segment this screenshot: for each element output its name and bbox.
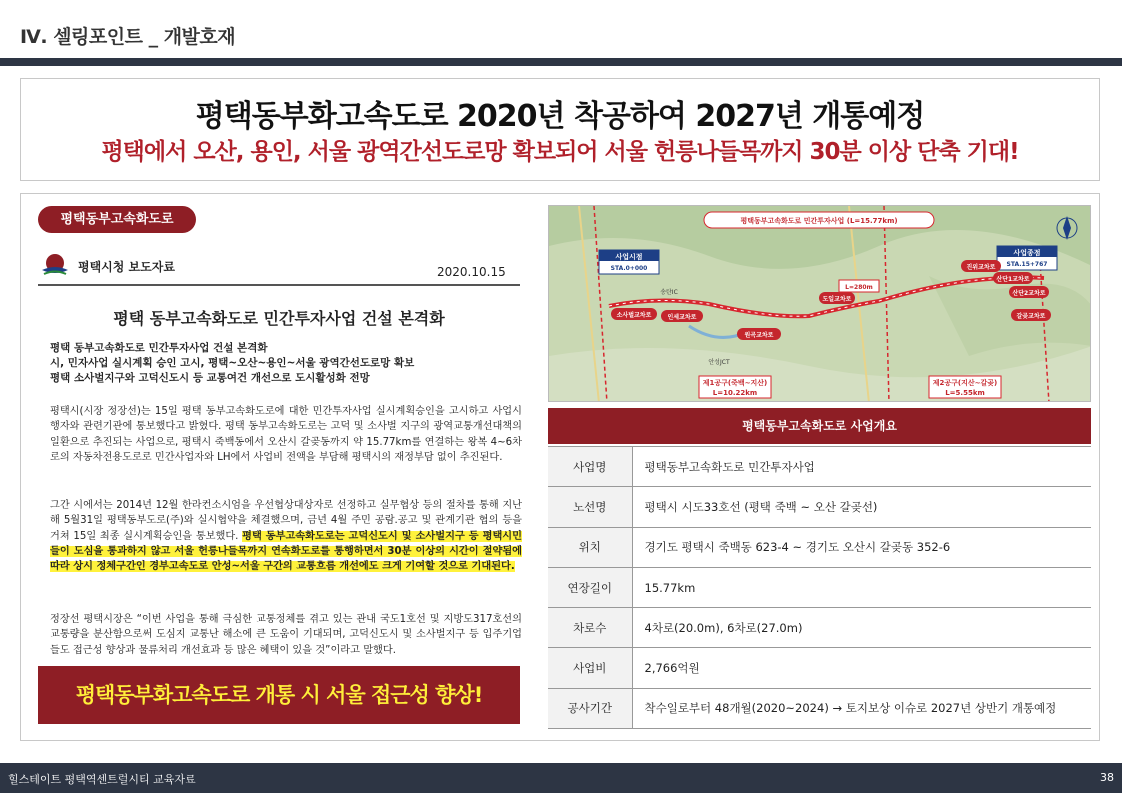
press-paragraph-2 [50, 498, 522, 574]
row-value: 15.77km [632, 567, 1091, 607]
row-value: 평택시 시도33호선 (평택 죽백 ~ 오산 갈곶선) [632, 487, 1091, 527]
row-value: 평택동부고속화도로 민간투자사업 [632, 447, 1091, 487]
press-summary [50, 341, 520, 386]
map-place: L=280m [845, 284, 873, 291]
map-place: 산단1교차로 [996, 276, 1030, 283]
row-value: 2,766억원 [632, 648, 1091, 688]
table-row [548, 648, 1091, 688]
map-place: 도일교차로 [822, 296, 852, 303]
row-key: 노선명 [548, 487, 632, 527]
page-number: 38 [1100, 771, 1114, 784]
map-title: 평택동부고속화도로 민간투자사업 (L=15.77km) [740, 217, 898, 225]
row-key: 공사기간 [548, 688, 632, 728]
press-headline: 평택 동부고속화도로 민간투자사업 건설 본격화 [113, 309, 445, 328]
topic-tag: 평택동부고속화도로 [38, 206, 196, 233]
table-row [548, 527, 1091, 567]
map-place: 소사벌교차로 [616, 312, 652, 319]
row-value: 4차로(20.0m), 6차로(27.0m) [632, 608, 1091, 648]
headline-box [20, 78, 1100, 181]
map-place: 인세교차로 [667, 314, 697, 321]
summary-line: 시, 민자사업 실시계획 승인 고시, 평택~오산~용인~서울 광역간선도로망 확보 [50, 357, 415, 369]
top-divider [0, 58, 1122, 66]
table-row [548, 608, 1091, 648]
map-end-sta: STA.15+767 [1006, 261, 1048, 268]
route-map-graphic [549, 206, 1091, 402]
table-row [548, 688, 1091, 728]
row-key: 사업비 [548, 648, 632, 688]
table-row [548, 567, 1091, 607]
section-title: Ⅳ. 셀링포인트 _ 개발호재 [20, 26, 236, 48]
route-map [548, 205, 1091, 402]
map-start-label: 사업시점 [615, 253, 643, 261]
press-paragraph-3: 정장선 평택시장은 “이번 사업을 통해 극심한 교통정체를 겪고 있는 관내 국도1호선 및 지방도317호선의 교통량을 분산함으로써 도심지 교통난 해소에 큰 도움이 기대되며, 고덕신도시 및 소사벌지구 등 입주기업들도 접근성 향상과 물류처리 개선효과 등 많은 혜택이 있을 것”이라고 말했다. [50, 614, 522, 656]
summary-line: 평택 소사벌지구와 고덕신도시 등 교통여건 개선으로 도시활성화 전망 [50, 372, 370, 384]
headline-sub: 평택에서 오산, 용인, 서울 광역간선도로망 확보되어 서울 헌릉나들목까지 30분 이상 단축 기대! [101, 139, 1019, 165]
map-section-1-length: L=10.22km [712, 389, 758, 397]
footer-title: 힐스테이트 평택역센트럴시티 교육자료 [8, 773, 196, 786]
map-place: 송탄IC [660, 289, 678, 296]
map-end-label: 사업종점 [1013, 249, 1041, 257]
headline-main: 평택동부화고속도로 2020년 착공하여 2027년 개통예정 [195, 99, 925, 134]
summary-line: 평택 동부고속화도로 민간투자사업 건설 본격화 [50, 342, 268, 354]
table-row [548, 487, 1091, 527]
map-place: 갈곶교차로 [1016, 313, 1046, 320]
paragraph-text: 그간 시에서는 2014년 12월 한라컨소시엄을 우선협상대상자로 선정하고 실무협상 등의 절차를 통해 지난해 5월31일 평택동부도로(주)와 실시협약을 체결했으며, 금년 4월 주민 공람.공고 및 관계기관 협의 등을 거쳐 15일 최종 실시계획승인을 통보했다. [50, 500, 522, 542]
map-section-2: 제2공구(지산~갈곶) [932, 379, 998, 387]
press-date: 2020.10.15 [437, 265, 506, 279]
table-row [548, 447, 1091, 487]
map-place: 진위교차로 [966, 264, 996, 271]
overview-table [548, 446, 1091, 729]
map-section-2-length: L=5.55km [945, 389, 985, 397]
row-key: 사업명 [548, 447, 632, 487]
map-start-sta: STA.0+000 [610, 265, 648, 272]
row-key: 차로수 [548, 608, 632, 648]
map-place: 원곡교차로 [744, 332, 774, 339]
footer-bar [0, 763, 1122, 793]
map-section-1: 제1공구(죽백~지산) [702, 379, 768, 387]
map-place: 안성JCT [708, 359, 730, 366]
pyeongtaek-logo-icon [40, 252, 70, 278]
map-place: 산단2교차로 [1012, 290, 1046, 297]
row-key: 위치 [548, 527, 632, 567]
accessibility-banner: 평택동부화고속도로 개통 시 서울 접근성 향상! [38, 666, 520, 724]
press-source: 평택시청 보도자료 [78, 260, 175, 274]
press-divider [38, 284, 520, 286]
row-value: 경기도 평택시 죽백동 623-4 ~ 경기도 오산시 갈곶동 352-6 [632, 527, 1091, 567]
row-key: 연장길이 [548, 567, 632, 607]
highlighted-text: 평택 동부고속화도로는 고덕신도시 및 소사벌지구 등 평택시민들이 도심을 통과하지 않고 서울 헌릉나들목까지 연속화도로를 통행하면서 30분 이상의 시간이 절약됨에 따라 상시 정체구간인 경부고속도로 안성~서울 구간의 교통흐름 개선에도 크게 기여할 것으로 기대된다. [50, 530, 522, 573]
press-paragraph-1: 평택시(시장 정장선)는 15일 평택 동부고속화도로에 대한 민간투자사업 실시계획승인을 고시하고 사업시행자와 관련기관에 통보했다고 밝혔다. 평택 동부고속화도로는 고덕 및 소사벌 지구의 광역교통개선대책의 일환으로 추진되는 사업으로, 평택시 죽백동에서 오산시 갈곶동까지 약 15.77km를 연결하는 왕복 4~6차로의 자동차전용도로로 민간사업자와 LH에서 사업비 전액을 부담해 평택시의 재정부담 없이 추진된다. [50, 406, 522, 463]
overview-table-title: 평택동부고속화도로 사업개요 [548, 408, 1091, 444]
row-value: 착수일로부터 48개월(2020~2024) → 토지보상 이슈로 2027년 상반기 개통예정 [632, 688, 1091, 728]
